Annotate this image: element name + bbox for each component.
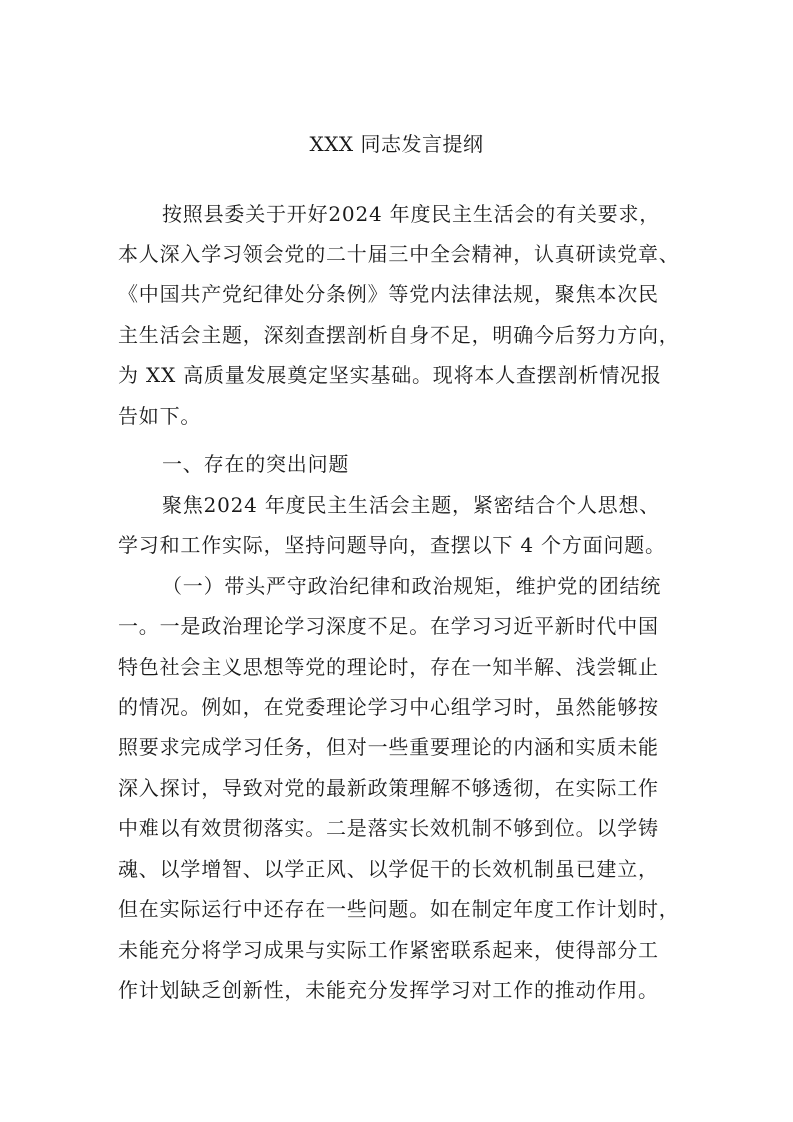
- body-line: 深入探讨，导致对党的最新政策理解不够透彻，在实际工作: [118, 776, 659, 800]
- body-line: 告如下。: [118, 404, 202, 428]
- body-line: 《中国共产党纪律处分条例》等党内法律法规，聚焦本次民: [118, 282, 659, 306]
- body-line: 作计划缺乏创新性，未能充分发挥学习对工作的推动作用。: [118, 978, 659, 1002]
- body-line: 一。一是政治理论学习深度不足。在学习习近平新时代中国: [118, 614, 659, 638]
- body-line: 但在实际运行中还存在一些问题。如在制定年度工作计划时，: [118, 897, 680, 921]
- body-line: 为 XX 高质量发展奠定坚实基础。现将本人查摆剖析情况报: [118, 363, 662, 387]
- body-line: 按照县委关于开好2024 年度民主生活会的有关要求，: [162, 202, 661, 226]
- body-line: 主生活会主题，深刻查摆剖析自身不足，明确今后努力方向，: [118, 323, 680, 347]
- body-line: 聚焦2024 年度民主生活会主题，紧密结合个人思想、: [162, 493, 661, 517]
- subsection-heading: （一）带头严守政治纪律和政治规矩，维护党的团结统: [162, 574, 662, 598]
- body-line: 特色社会主义思想等党的理论时，存在一知半解、浅尝辄止: [118, 655, 659, 679]
- body-line: 的情况。例如，在党委理论学习中心组学习时，虽然能够按: [118, 695, 659, 719]
- section-heading: 一、存在的突出问题: [162, 452, 350, 476]
- body-line: 中难以有效贯彻落实。二是落实长效机制不够到位。以学铸: [118, 816, 659, 840]
- body-line: 本人深入学习领会党的二十届三中全会精神，认真研读党章、: [118, 242, 680, 266]
- document-title: XXX 同志发言提纲: [309, 132, 484, 156]
- body-line: 学习和工作实际，坚持问题导向，查摆以下 4 个方面问题。: [118, 533, 666, 557]
- body-line: 魂、以学增智、以学正风、以学促干的长效机制虽已建立，: [118, 857, 659, 881]
- body-line: 未能充分将学习成果与实际工作紧密联系起来，使得部分工: [118, 938, 659, 962]
- body-line: 照要求完成学习任务，但对一些重要理论的内涵和实质未能: [118, 735, 659, 759]
